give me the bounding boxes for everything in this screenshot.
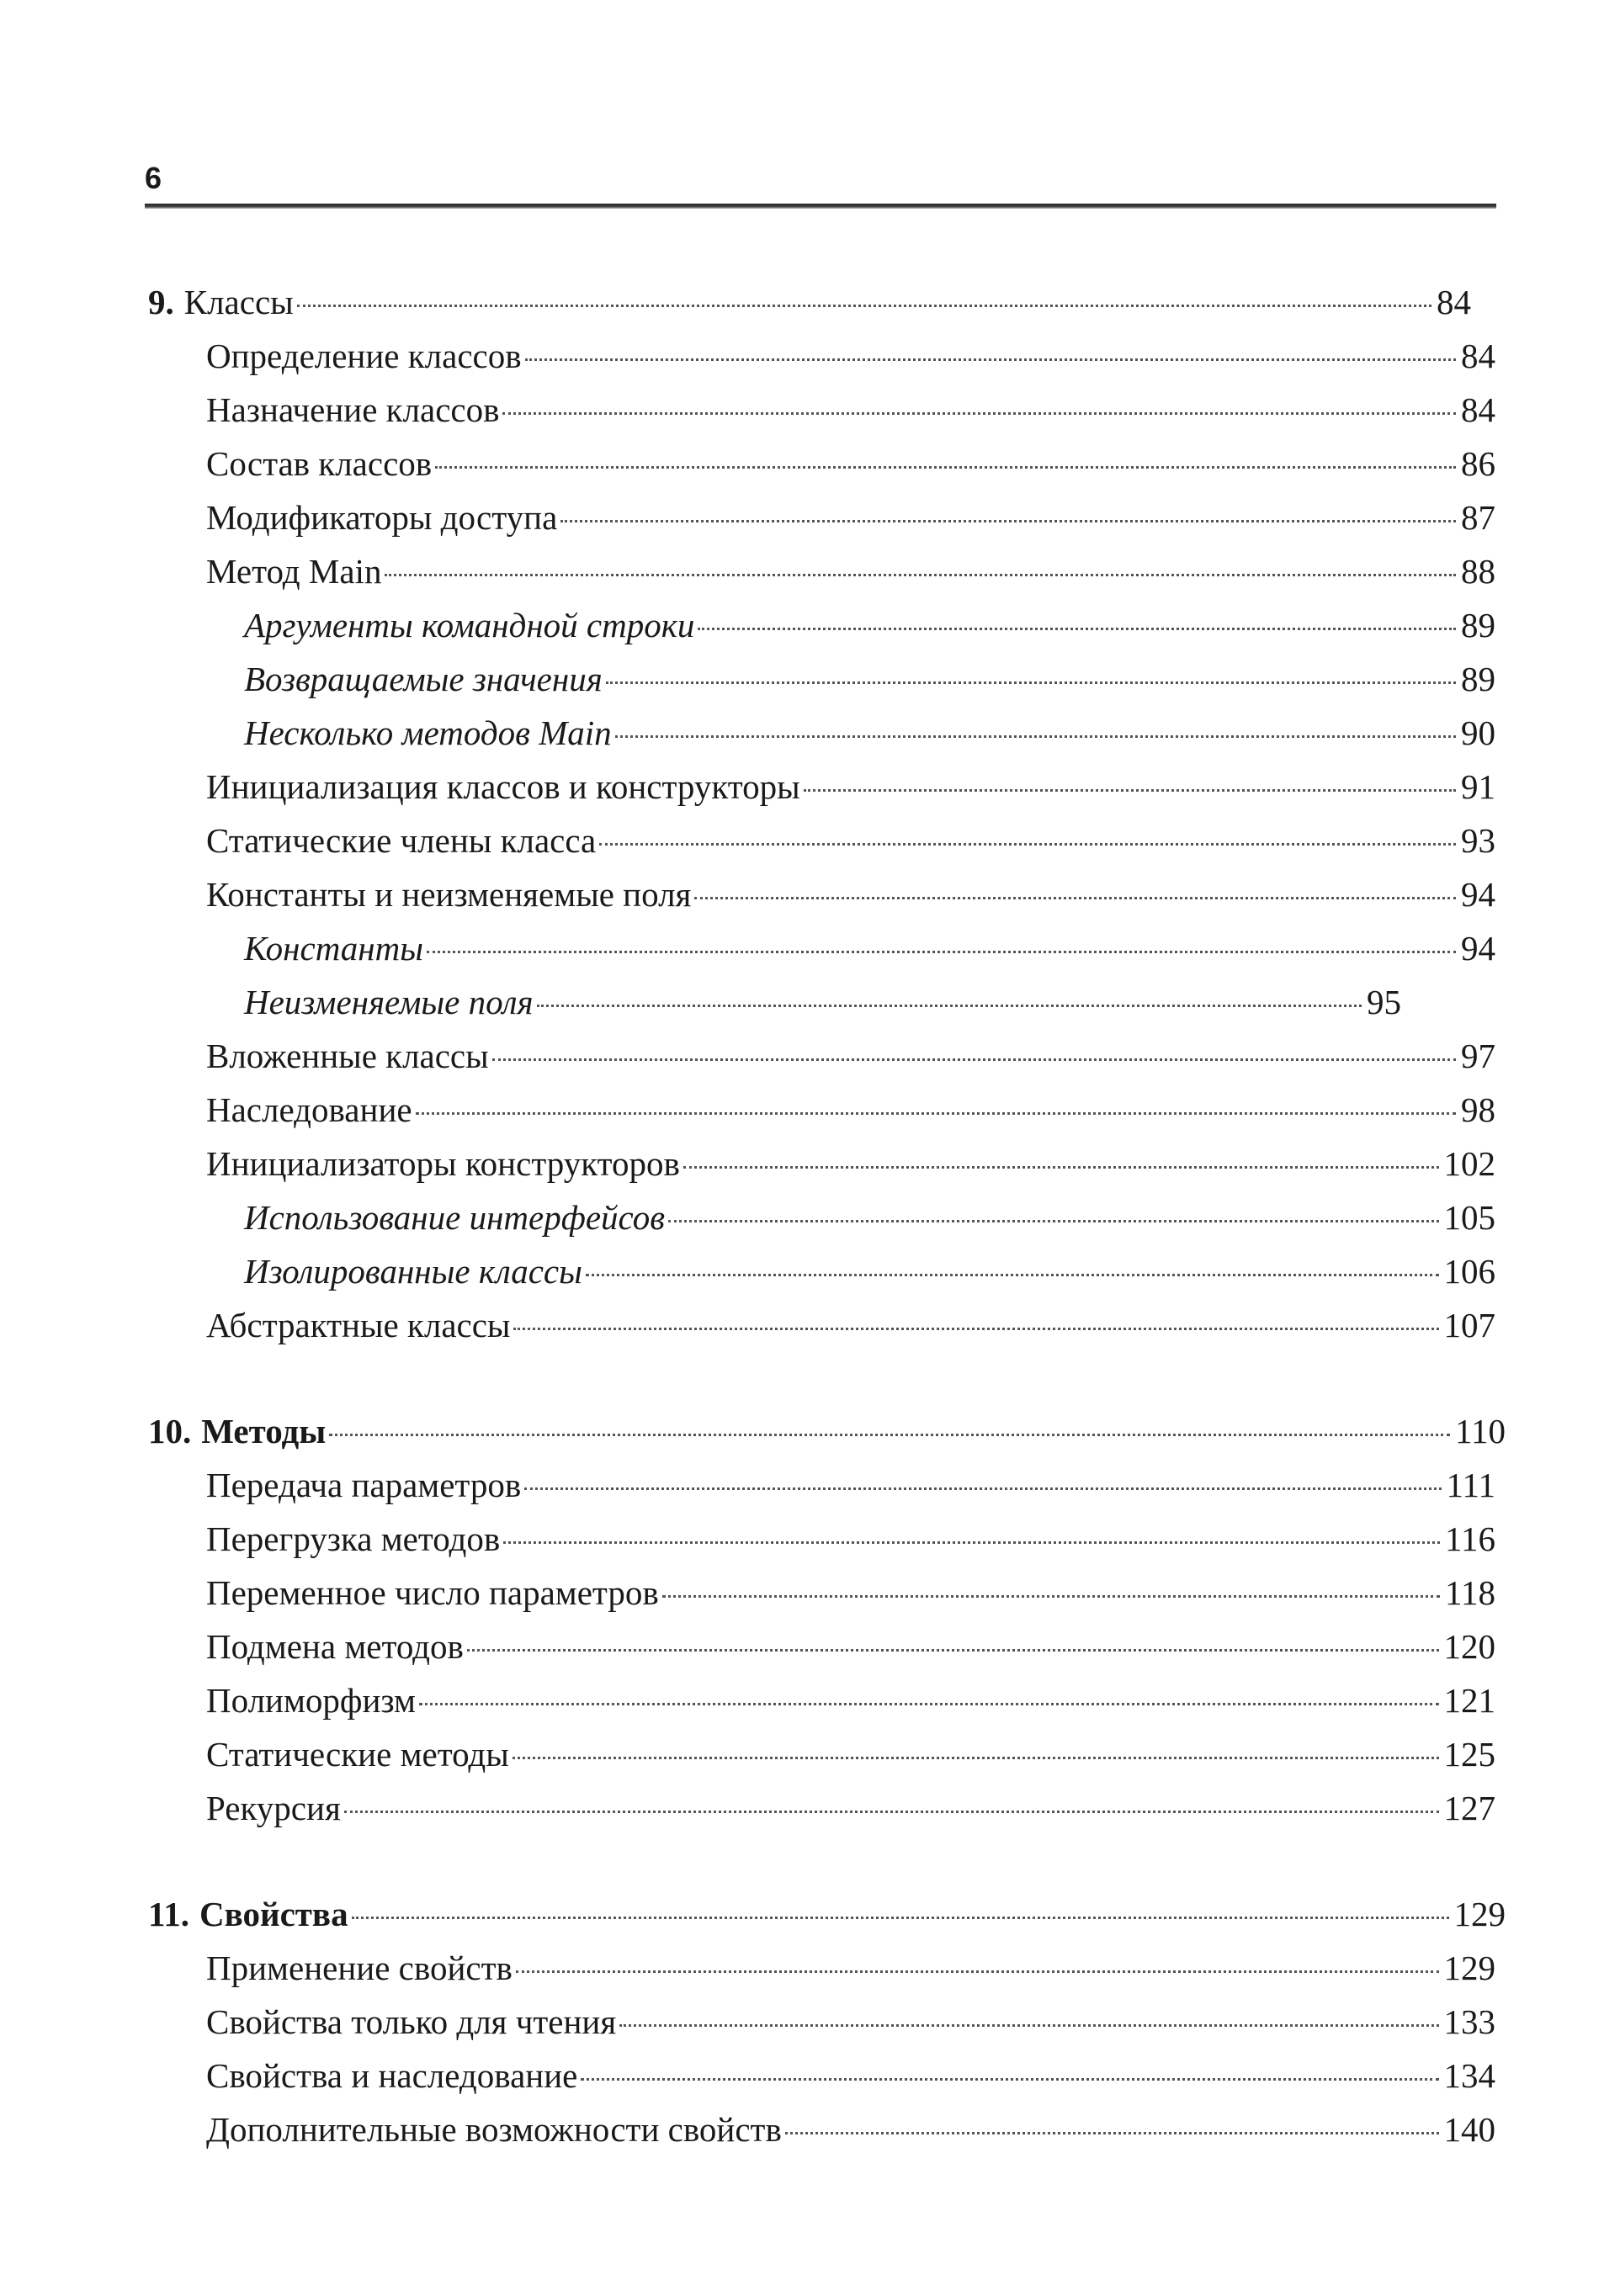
entry-title: Перегрузка методов [206, 1519, 501, 1558]
entry-page-number: 140 [1443, 2110, 1495, 2149]
page-number: 6 [145, 161, 162, 195]
entry-page-number: 95 [1367, 983, 1401, 1021]
toc-chapter[interactable] [0, 275, 1620, 329]
toc-entry[interactable] [0, 867, 1620, 921]
toc-section [0, 1887, 1620, 2156]
dot-leader [662, 1595, 1440, 1598]
toc-entry[interactable] [0, 652, 1620, 706]
toc-chapter[interactable] [0, 1404, 1620, 1458]
dot-leader [344, 1811, 1439, 1813]
dot-leader [619, 2024, 1438, 2027]
entry-title: Аргументы командной строки [244, 606, 695, 644]
chapter-page-number: 110 [1455, 1412, 1506, 1450]
toc-entry[interactable] [0, 1029, 1620, 1083]
entry-title: Неизменяемые поля [244, 983, 534, 1021]
entry-page-number: 87 [1461, 498, 1495, 537]
entry-title: Наследование [206, 1090, 412, 1129]
dot-leader [804, 789, 1456, 792]
entry-title: Инициализаторы конструкторов [206, 1144, 680, 1183]
toc-entry[interactable] [0, 544, 1620, 598]
toc-entry[interactable] [0, 760, 1620, 814]
toc-entry[interactable] [0, 1190, 1620, 1244]
toc-entry[interactable] [0, 1137, 1620, 1190]
toc-entry[interactable] [0, 1673, 1620, 1727]
entry-title: Модификаторы доступа [206, 498, 558, 537]
dot-leader [467, 1649, 1439, 1652]
entry-page-number: 94 [1461, 875, 1495, 914]
dot-leader [525, 358, 1456, 361]
entry-page-number: 84 [1461, 337, 1495, 375]
chapter-number: 10. [148, 1412, 192, 1450]
entry-title: Свойства и наследование [206, 2056, 578, 2095]
entry-page-number: 93 [1461, 821, 1495, 860]
entry-title: Переменное число параметров [206, 1573, 659, 1612]
entry-page-number: 89 [1461, 660, 1495, 698]
toc-entry[interactable] [0, 1781, 1620, 1835]
dot-leader [606, 681, 1456, 684]
entry-title: Дополнительные возможности свойств [206, 2110, 782, 2149]
entry-title: Назначение классов [206, 390, 500, 429]
entry-page-number: 133 [1443, 2002, 1495, 2041]
chapter-page-number: 84 [1437, 283, 1471, 321]
entry-title: Константы и неизменяемые поля [206, 875, 692, 914]
toc-entry[interactable] [0, 383, 1620, 437]
entry-page-number: 97 [1461, 1037, 1495, 1075]
entry-title: Вложенные классы [206, 1037, 489, 1075]
entry-title: Передача параметров [206, 1466, 522, 1504]
entry-page-number: 129 [1443, 1949, 1495, 1987]
entry-title: Полиморфизм [206, 1681, 416, 1720]
entry-page-number: 86 [1461, 444, 1495, 483]
entry-title: Применение свойств [206, 1949, 513, 1987]
entry-page-number: 121 [1443, 1681, 1495, 1720]
chapter-page-number: 129 [1453, 1895, 1506, 1933]
dot-leader [416, 1112, 1456, 1115]
table-of-contents [0, 275, 1620, 2156]
entry-page-number: 107 [1443, 1306, 1495, 1344]
entry-title: Подмена методов [206, 1627, 464, 1666]
entry-page-number: 89 [1461, 606, 1495, 644]
dot-leader [581, 2078, 1438, 2081]
entry-title: Инициализация классов и конструкторы [206, 767, 800, 806]
entry-title: Использование интерфейсов [244, 1198, 666, 1237]
toc-entry[interactable] [0, 1727, 1620, 1781]
entry-title: Абстрактные классы [206, 1306, 511, 1344]
toc-entry[interactable] [0, 1244, 1620, 1298]
toc-section [0, 1404, 1620, 1835]
entry-page-number: 90 [1461, 713, 1495, 752]
toc-entry[interactable] [0, 1995, 1620, 2049]
toc-entry[interactable] [0, 706, 1620, 760]
toc-entry[interactable] [0, 2102, 1620, 2156]
entry-title: Возвращаемые значения [244, 660, 603, 698]
chapter-title: Свойства [199, 1895, 348, 1933]
chapter-title: Классы [183, 283, 294, 321]
dot-leader [427, 951, 1456, 953]
dot-leader [694, 897, 1456, 899]
entry-title: Свойства только для чтения [206, 2002, 617, 2041]
dot-leader [435, 466, 1456, 469]
entry-page-number: 120 [1443, 1627, 1495, 1666]
entry-title: Состав классов [206, 444, 433, 483]
toc-chapter[interactable] [0, 1887, 1620, 1941]
toc-entry[interactable] [0, 1512, 1620, 1566]
dot-leader [537, 1005, 1362, 1007]
entry-page-number: 84 [1461, 390, 1495, 429]
dot-leader [668, 1220, 1438, 1222]
toc-entry[interactable] [0, 329, 1620, 383]
entry-page-number: 116 [1445, 1519, 1495, 1558]
entry-page-number: 118 [1445, 1573, 1495, 1612]
toc-entry[interactable] [0, 1298, 1620, 1352]
dot-leader [419, 1703, 1439, 1705]
entry-page-number: 106 [1443, 1252, 1495, 1291]
entry-page-number: 94 [1461, 929, 1495, 968]
toc-section [0, 275, 1620, 1352]
entry-title: Статические методы [206, 1735, 509, 1774]
entry-page-number: 88 [1461, 552, 1495, 591]
dot-leader [516, 1970, 1439, 1973]
dot-leader [599, 843, 1456, 846]
toc-entry[interactable] [0, 1566, 1620, 1620]
toc-entry[interactable] [0, 1620, 1620, 1673]
toc-entry[interactable] [0, 814, 1620, 867]
dot-leader [586, 1274, 1439, 1276]
toc-entry[interactable] [0, 921, 1620, 975]
dot-leader [785, 2132, 1439, 2134]
toc-entry[interactable] [0, 1458, 1620, 1512]
entry-page-number: 125 [1443, 1735, 1495, 1774]
entry-title: Статические члены класса [206, 821, 597, 860]
dot-leader [698, 628, 1456, 630]
entry-title: Определение классов [206, 337, 522, 375]
entry-page-number: 98 [1461, 1090, 1495, 1129]
toc-entry[interactable] [0, 490, 1620, 544]
entry-title: Метод Main [206, 552, 382, 591]
dot-leader [683, 1166, 1439, 1169]
chapter-number: 11. [148, 1895, 189, 1933]
dot-leader [503, 1541, 1440, 1544]
entry-title: Изолированные классы [244, 1252, 582, 1291]
entry-page-number: 134 [1443, 2056, 1495, 2095]
toc-entry[interactable] [0, 598, 1620, 652]
entry-page-number: 91 [1461, 767, 1495, 806]
dot-leader [560, 520, 1456, 522]
dot-leader [513, 1757, 1439, 1759]
dot-leader [352, 1917, 1449, 1919]
header-rule [145, 204, 1496, 209]
dot-leader [524, 1487, 1441, 1490]
toc-entry[interactable] [0, 975, 1620, 1029]
entry-title: Рекурсия [206, 1789, 341, 1827]
dot-leader [513, 1328, 1438, 1330]
entry-page-number: 105 [1443, 1198, 1495, 1237]
chapter-number: 9. [148, 283, 174, 321]
toc-entry[interactable] [0, 1941, 1620, 1995]
dot-leader [385, 574, 1456, 576]
dot-leader [502, 412, 1456, 415]
toc-entry[interactable] [0, 437, 1620, 490]
toc-entry[interactable] [0, 1083, 1620, 1137]
entry-title: Константы [244, 929, 424, 968]
entry-title: Несколько методов Main [244, 713, 612, 752]
dot-leader [492, 1058, 1456, 1061]
toc-entry[interactable] [0, 2049, 1620, 2102]
dot-leader [615, 735, 1456, 738]
entry-page-number: 111 [1446, 1466, 1495, 1504]
entry-page-number: 127 [1443, 1789, 1495, 1827]
entry-page-number: 102 [1443, 1144, 1495, 1183]
chapter-title: Методы [201, 1412, 327, 1450]
dot-leader [297, 305, 1431, 307]
dot-leader [329, 1434, 1450, 1436]
